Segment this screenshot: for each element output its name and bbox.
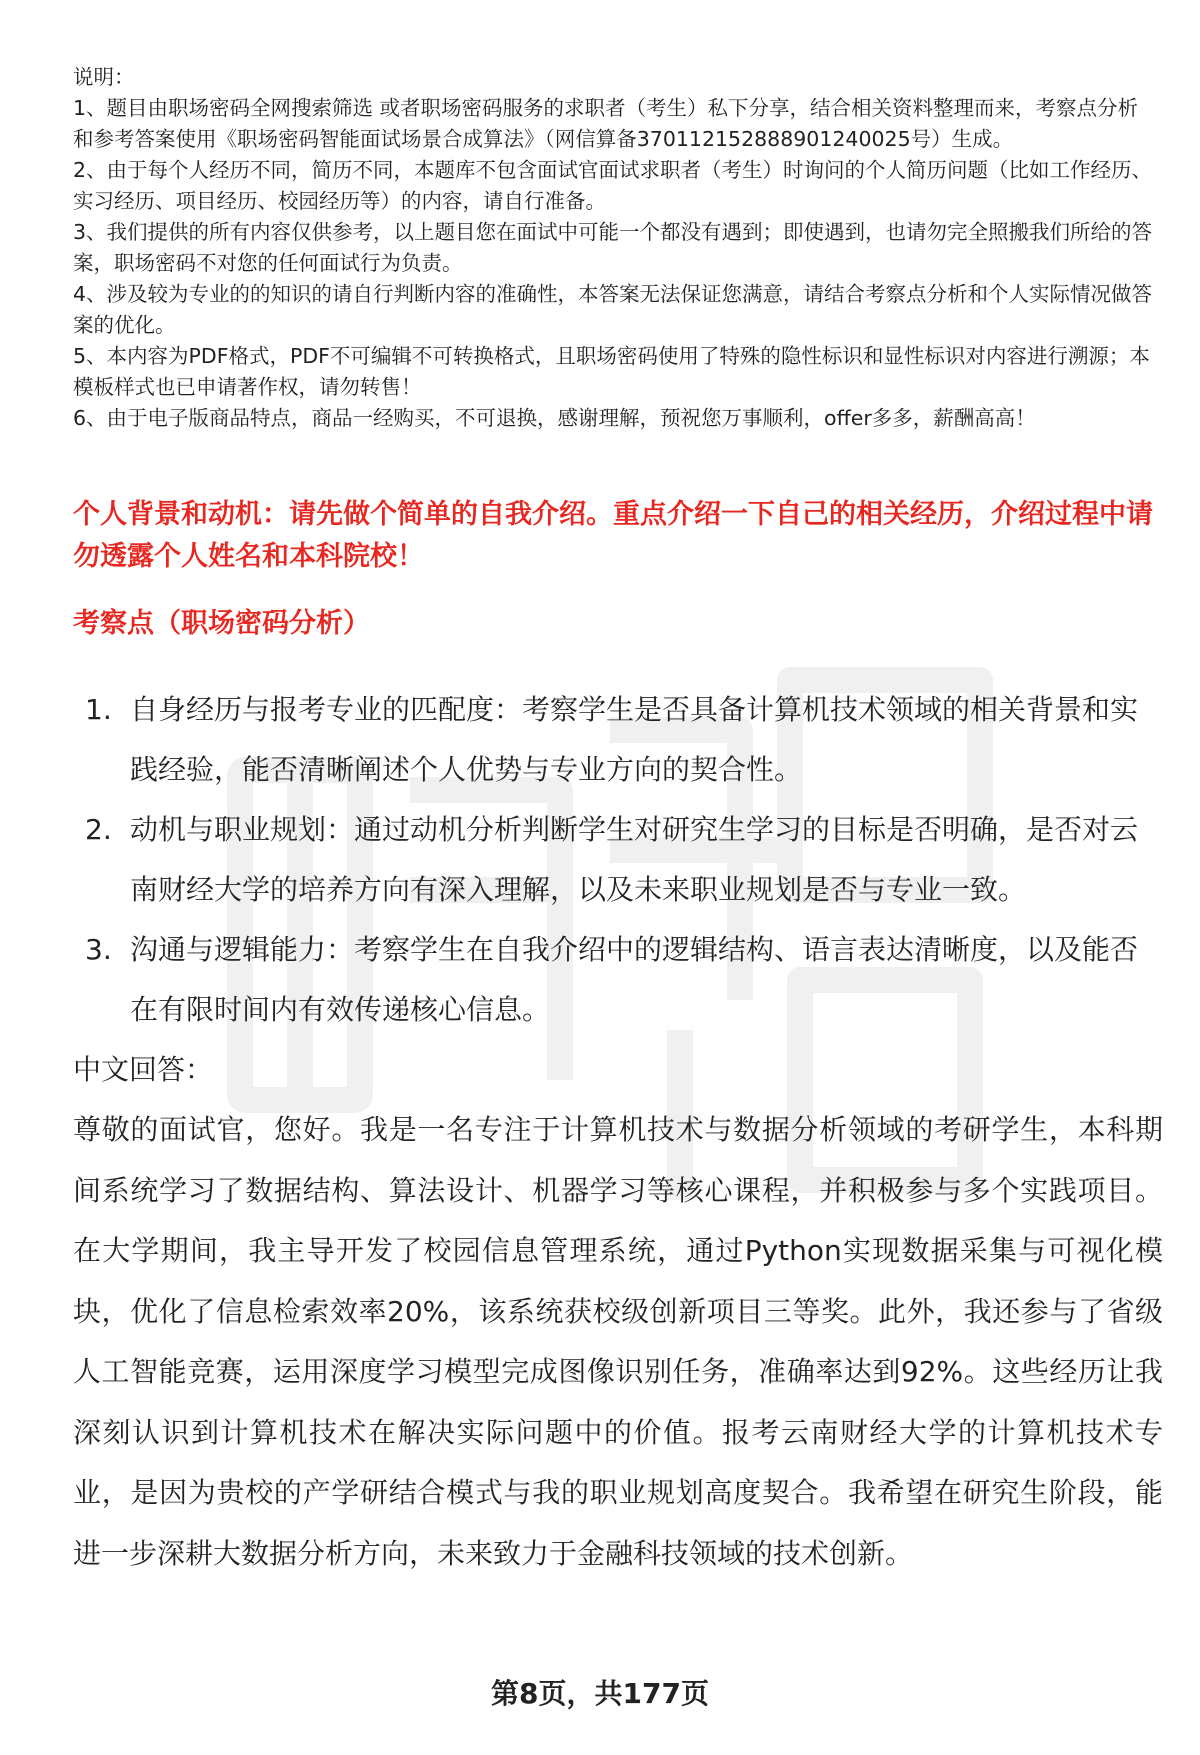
disclaimer-notes xyxy=(73,62,1158,434)
note-item-2: 2、由于每个人经历不同，简历不同，本题库不包含面试官面试求职者（考生）时询问的个人简历问题（比如工作经历、实习经历、项目经历、校园经历等）的内容，请自行准备。 xyxy=(73,158,1153,213)
analysis-point xyxy=(73,920,1163,1040)
point-text: 沟通与逻辑能力：考察学生在自我介绍中的逻辑结构、语言表达清晰度，以及能否在有限时间内有效传递核心信息。 xyxy=(130,933,1139,1026)
interview-question: 个人背景和动机：请先做个简单的自我介绍。重点介绍一下自己的相关经历，介绍过程中请勿透露个人姓名和本科院校！ xyxy=(73,499,1153,572)
note-item-5: 5、本内容为PDF格式，PDF不可编辑不可转换格式，且职场密码使用了特殊的隐性标识和显性标识对内容进行溯源；本模板样式也已申请著作权，请勿转售！ xyxy=(73,344,1150,399)
point-number: 3. xyxy=(85,933,112,966)
note-item-1: 1、题目由职场密码全网搜索筛选 或者职场密码服务的求职者（考生）私下分享，结合相关资料整理而来，考察点分析和参考答案使用《职场密码智能面试场景合成算法》（网信算备370112152888901240025号）生成。 xyxy=(73,96,1139,151)
note-item-6: 6、由于电子版商品特点，商品一经购买，不可退换，感谢理解，预祝您万事顺利，offer多多，薪酬高高！ xyxy=(73,406,1036,430)
point-text: 自身经历与报考专业的匹配度：考察学生是否具备计算机技术领域的相关背景和实践经验，能否清晰阐述个人优势与专业方向的契合性。 xyxy=(130,693,1139,786)
analysis-point xyxy=(73,680,1163,800)
point-number: 1. xyxy=(85,693,112,726)
answer-heading: 中文回答： xyxy=(73,1053,214,1086)
page-number: 第8页，共177页 xyxy=(491,1677,709,1710)
point-number: 2. xyxy=(85,813,112,846)
notes-heading: 说明： xyxy=(73,65,135,89)
note-item-3: 3、我们提供的所有内容仅供参考，以上题目您在面试中可能一个都没有遇到；即使遇到，也请勿完全照搬我们所给的答案，职场密码不对您的任何面试行为负责。 xyxy=(73,220,1153,275)
point-text: 动机与职业规划：通过动机分析判断学生对研究生学习的目标是否明确，是否对云南财经大学的培养方向有深入理解，以及未来职业规划是否与专业一致。 xyxy=(130,813,1139,906)
analysis-point xyxy=(73,800,1163,920)
answer-body: 尊敬的面试官，您好。我是一名专注于计算机技术与数据分析领域的考研学生，本科期间系统学习了数据结构、算法设计、机器学习等核心课程，并积极参与多个实践项目。在大学期间，我主导开发了校园信息管理系统，通过Python实现数据采集与可视化模块，优化了信息检索效率20%，该系统获校级创新项目三等奖。此外，我还参与了省级人工智能竞赛，运用深度学习模型完成图像识别任务，准确率达到92%。这些经历让我深刻认识到计算机技术在解决实际问题中的价值。报考云南财经大学的计算机技术专业，是因为贵校的产学研结合模式与我的职业规划高度契合。我希望在研究生阶段，能进一步深耕大数据分析方向，未来致力于金融科技领域的技术创新。 xyxy=(73,1113,1163,1570)
note-item-4: 4、涉及较为专业的的知识的请自行判断内容的准确性，本答案无法保证您满意，请结合考察点分析和个人实际情况做答案的优化。 xyxy=(73,282,1153,337)
analysis-title: 考察点（职场密码分析） xyxy=(73,608,370,639)
analysis-points xyxy=(73,680,1163,1040)
